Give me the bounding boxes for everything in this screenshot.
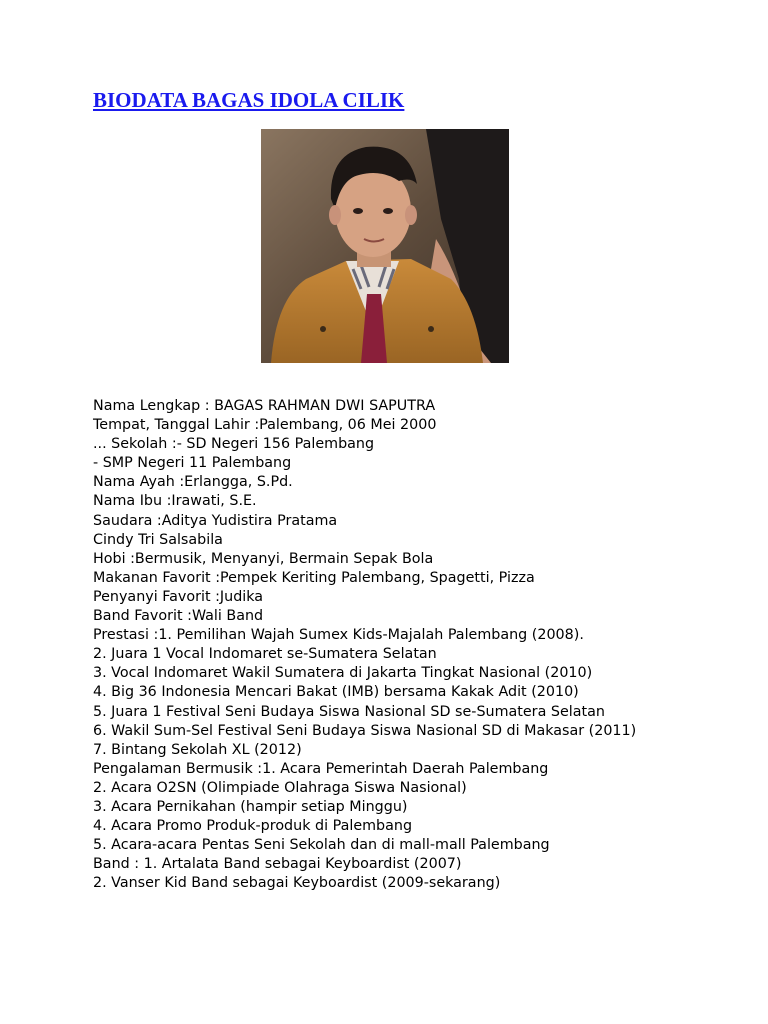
bio-line: 4. Acara Promo Produk-produk di Palembang (93, 818, 413, 835)
bio-line: - SMP Negeri 11 Palembang (93, 455, 292, 472)
biodata-list (93, 397, 753, 893)
bio-line: Prestasi :1. Pemilihan Wajah Sumex Kids-Majalah Palembang (2008). (93, 627, 584, 644)
bio-line: Band Favorit :Wali Band (93, 608, 264, 625)
bio-line: Nama Ibu :Irawati, S.E. (93, 493, 257, 510)
bio-line: 4. Big 36 Indonesia Mencari Bakat (IMB) bersama Kakak Adit (2010) (93, 684, 579, 701)
bio-line: Band : 1. Artalata Band sebagai Keyboardist (2007) (93, 856, 462, 873)
bio-line: 2. Acara O2SN (Olimpiade Olahraga Siswa Nasional) (93, 779, 467, 796)
bio-line: Penyanyi Favorit :Judika (93, 588, 264, 605)
bio-line: Nama Lengkap : BAGAS RAHMAN DWI SAPUTRA (93, 398, 436, 414)
bio-line: Hobi :Bermusik, Menyanyi, Bermain Sepak Bola (93, 550, 434, 567)
bio-line: ... Sekolah :- SD Negeri 156 Palembang (93, 436, 375, 453)
bio-line: 5. Acara-acara Pentas Seni Sekolah dan di mall-mall Palembang (93, 837, 550, 854)
bio-line: Nama Ayah :Erlangga, S.Pd. (93, 474, 293, 491)
document-title: BIODATA BAGAS IDOLA CILIK (93, 88, 405, 112)
bio-line: Cindy Tri Salsabila (93, 531, 223, 548)
bio-line: 6. Wakil Sum-Sel Festival Seni Budaya Siswa Nasional SD di Makasar (2011) (93, 722, 637, 739)
profile-photo (261, 129, 509, 363)
bio-line: 3. Vocal Indomaret Wakil Sumatera di Jakarta Tingkat Nasional (2010) (93, 665, 593, 682)
bio-line: Saudara :Aditya Yudistira Pratama (93, 512, 338, 529)
bio-line: 5. Juara 1 Festival Seni Budaya Siswa Nasional SD se-Sumatera Selatan (93, 703, 605, 720)
bio-line: Tempat, Tanggal Lahir :Palembang, 06 Mei 2000 (93, 417, 437, 434)
bio-line: 2. Vanser Kid Band sebagai Keyboardist (2009-sekarang) (93, 875, 501, 892)
bio-line: 7. Bintang Sekolah XL (2012) (93, 741, 302, 758)
bio-line: Pengalaman Bermusik :1. Acara Pemerintah Daerah Palembang (93, 760, 549, 777)
bio-line: 3. Acara Pernikahan (hampir setiap Minggu) (93, 798, 408, 815)
bio-line: Makanan Favorit :Pempek Keriting Palembang, Spagetti, Pizza (93, 569, 535, 586)
bio-line: 2. Juara 1 Vocal Indomaret se-Sumatera Selatan (93, 646, 437, 663)
